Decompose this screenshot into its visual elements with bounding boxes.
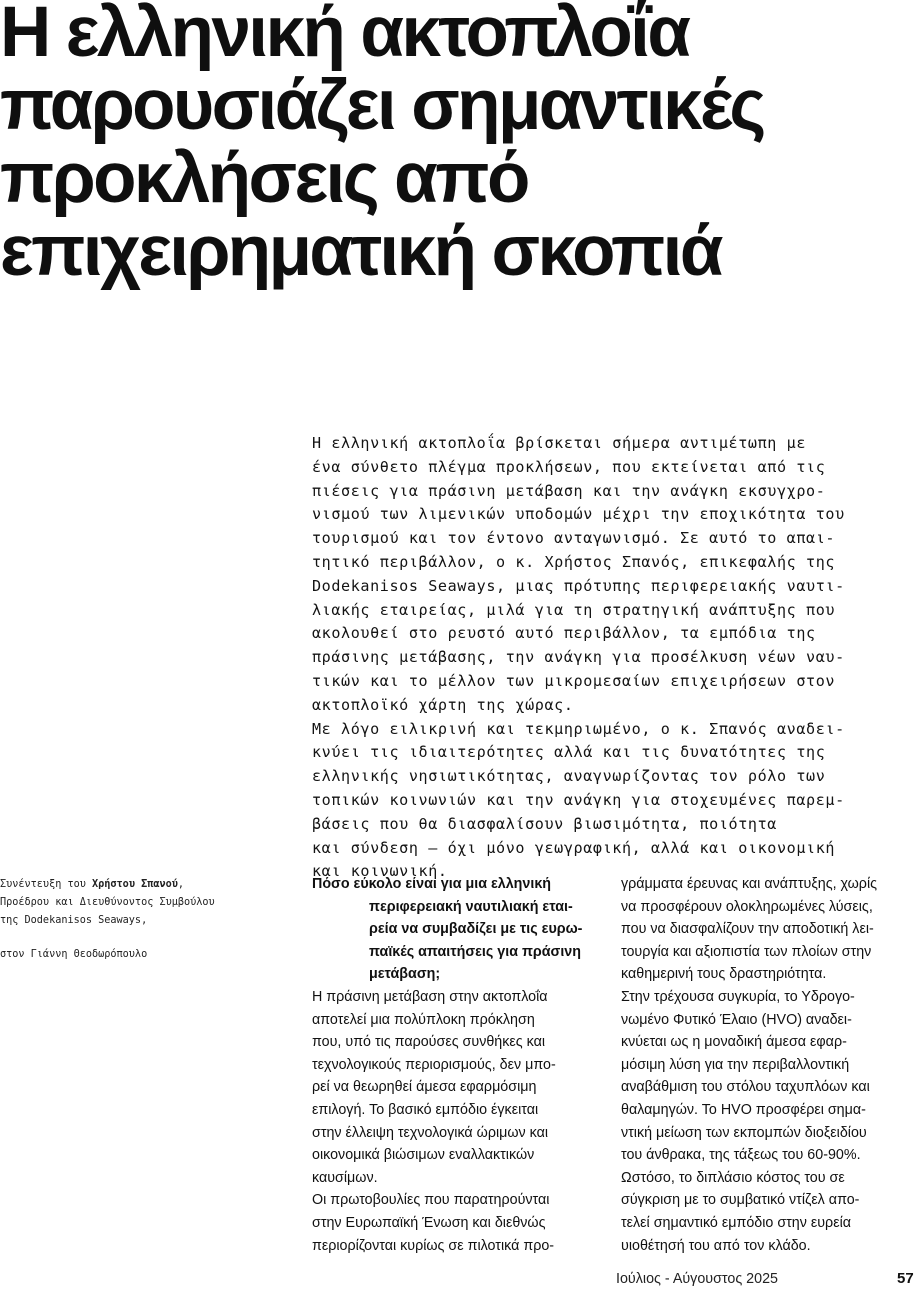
page-number: 57 bbox=[897, 1270, 914, 1287]
question-line: Πόσο εύκολο είναι για μια ελληνική bbox=[312, 876, 552, 892]
credit-prefix: Συνέντευξη του bbox=[0, 879, 93, 890]
body-line: επιλογή. Το βασικό εμπόδιο έγκειται bbox=[312, 1101, 539, 1118]
body-line: τελεί σημαντικό εμπόδιο στην ευρεία bbox=[621, 1214, 852, 1231]
lead-line: και σύνδεση — όχι μόνο γεωγραφική, αλλά και οικονομική bbox=[312, 838, 836, 857]
lead-line: κνύει τις ιδιαιτερότητες αλλά και τις δυνατότητες της bbox=[312, 743, 826, 762]
body-line: γράμματα έρευνας και ανάπτυξης, χωρίς bbox=[621, 876, 878, 892]
lead-line: ελληνικής νησιωτικότητας, αναγνωρίζοντας τον ρόλο των bbox=[312, 767, 826, 786]
headline-line: παρουσιάζει σημαντικές bbox=[0, 66, 764, 145]
credit-line: της Dodekanisos Seaways, bbox=[0, 915, 148, 926]
question-line: παϊκές απαιτήσεις για πράσινη bbox=[369, 943, 581, 960]
lead-line: και κοινωνική. bbox=[312, 862, 448, 881]
body-line: ρεί να θεωρηθεί άμεσα εφαρμόσιμη bbox=[312, 1079, 537, 1096]
question-line: ρεία να συμβαδίζει με τις ευρω- bbox=[369, 921, 583, 938]
lead-line: Η ελληνική ακτοπλοΐα βρίσκεται σήμερα αντιμέτωπη με bbox=[312, 434, 807, 452]
question-line: περιφερειακή ναυτιλιακή εται- bbox=[369, 898, 573, 915]
body-line: του άνθρακα, της τάξεως του 60-90%. bbox=[621, 1147, 861, 1164]
credit-line bbox=[0, 876, 280, 894]
body-line: καυσίμων. bbox=[312, 1169, 378, 1186]
headline-line: Η ελληνική ακτοπλοΐα bbox=[0, 0, 689, 72]
body-line: νωμένο Φυτικό Έλαιο (HVO) αναδει- bbox=[621, 1011, 852, 1028]
lead-line: ακολουθεί στο ρευστό αυτό περιβάλλον, τα εμπόδια της bbox=[312, 624, 816, 643]
body-line: τουργία και αξιοπιστία των πλοίων στην bbox=[621, 943, 872, 960]
lead-line: νισμού των λιμενικών υποδομών μέχρι την εποχικότητα του bbox=[312, 505, 845, 524]
body-line: κνύεται ως η μοναδική άμεσα εφαρ- bbox=[621, 1034, 847, 1051]
interview-credit bbox=[0, 876, 280, 964]
body-line: υιοθέτησή του από τον κλάδο. bbox=[621, 1237, 811, 1254]
lead-line: τουρισμού και τον έντονο ανταγωνισμό. Σε αυτό το απαι- bbox=[312, 529, 836, 548]
text-column-1 bbox=[312, 873, 604, 1257]
lead-line: Dodekanisos Seaways, μιας πρότυπης περιφερειακής ναυτι- bbox=[312, 576, 845, 595]
body-line: Η πράσινη μετάβαση στην ακτοπλοΐα bbox=[312, 988, 548, 1005]
lead-line: ένα σύνθετο πλέγμα προκλήσεων, που εκτείνεται από τις bbox=[312, 457, 826, 476]
credit-suffix: , bbox=[177, 879, 185, 890]
lead-line: τοπικών κοινωνιών και την ανάγκη για στοχευμένες παρεμ- bbox=[312, 790, 845, 809]
body-line: μόσιμη λύση για την περιβαλλοντική bbox=[621, 1056, 850, 1073]
headline-line: προκλήσεις από bbox=[0, 139, 528, 218]
lead-paragraph bbox=[312, 432, 908, 884]
lead-line: ακτοπλοϊκό χάρτη της χώρας. bbox=[312, 695, 574, 714]
body-line: Οι πρωτοβουλίες που παρατηρούνται bbox=[312, 1192, 550, 1209]
lead-line: Με λόγο ειλικρινή και τεκμηριωμένο, ο κ. Σπανός αναδει- bbox=[312, 719, 845, 738]
body-line: καθημερινή τους δραστηριότητα. bbox=[621, 966, 827, 983]
headline-line: επιχειρηματική σκοπιά bbox=[0, 212, 721, 291]
body-line: σύγκριση με το συμβατικό ντίζελ απο- bbox=[621, 1192, 860, 1209]
body-line: αναβάθμιση του στόλου ταχυπλόων και bbox=[621, 1079, 870, 1096]
credit-spacer bbox=[0, 930, 280, 946]
lead-line: πράσινης μετάβασης, την ανάγκη για προσέλκυση νέων ναυ- bbox=[312, 648, 845, 667]
body-line: περιορίζονται κυρίως σε πιλοτικά προ- bbox=[312, 1237, 555, 1254]
body-line: να προσφέρουν ολοκληρωμένες λύσεις, bbox=[621, 898, 873, 915]
credit-line: Προέδρου και Διευθύνοντος Συμβούλου bbox=[0, 897, 215, 908]
body-line: ντική μείωση των εκπομπών διοξειδίου bbox=[621, 1124, 867, 1141]
footer-issue-date: Ιούλιος - Αύγουστος 2025 bbox=[616, 1271, 778, 1287]
body-line: στην Ευρωπαϊκή Ένωση και διεθνώς bbox=[312, 1214, 546, 1231]
lead-line: πιέσεις για πράσινη μετάβαση και την ανάγκη εκσυγχρο- bbox=[312, 481, 826, 500]
body-line: Στην τρέχουσα συγκυρία, το Υδρογο- bbox=[621, 988, 855, 1005]
body-line: στην έλλειψη τεχνολογικά ώριμων και bbox=[312, 1124, 549, 1141]
body-line: θαλαμηγών. Το HVO προσφέρει σημα- bbox=[621, 1101, 866, 1118]
text-column-2 bbox=[621, 873, 913, 1257]
credit-interviewer: στον Γιάννη Θεοδωρόπουλο bbox=[0, 949, 148, 960]
body-line: που, υπό τις παρούσες συνθήκες και bbox=[312, 1034, 546, 1051]
lead-line: λιακής εταιρείας, μιλά για τη στρατηγική ανάπτυξης που bbox=[312, 600, 836, 619]
credit-name: Χρήστου Σπανού bbox=[92, 879, 178, 890]
lead-line: βάσεις που θα διασφαλίσουν βιωσιμότητα, ποιότητα bbox=[312, 814, 777, 833]
lead-line: τικών και το μέλλον των μικρομεσαίων επιχειρήσεων στον bbox=[312, 671, 836, 690]
body-line: οικονομικά βιώσιμων εναλλακτικών bbox=[312, 1147, 535, 1164]
body-line: αποτελεί μια πολύπλοκη πρόκληση bbox=[312, 1011, 535, 1028]
body-line: τεχνολογικούς περιορισμούς, δεν μπο- bbox=[312, 1056, 556, 1073]
lead-line: τητικό περιβάλλον, ο κ. Χρήστος Σπανός, επικεφαλής της bbox=[312, 552, 836, 571]
body-line: Ωστόσο, το διπλάσιο κόστος του σε bbox=[621, 1169, 845, 1186]
question-line: μετάβαση; bbox=[369, 966, 441, 983]
body-line: που να διασφαλίζουν την αποδοτική λει- bbox=[621, 921, 874, 938]
article-headline bbox=[0, 0, 918, 291]
